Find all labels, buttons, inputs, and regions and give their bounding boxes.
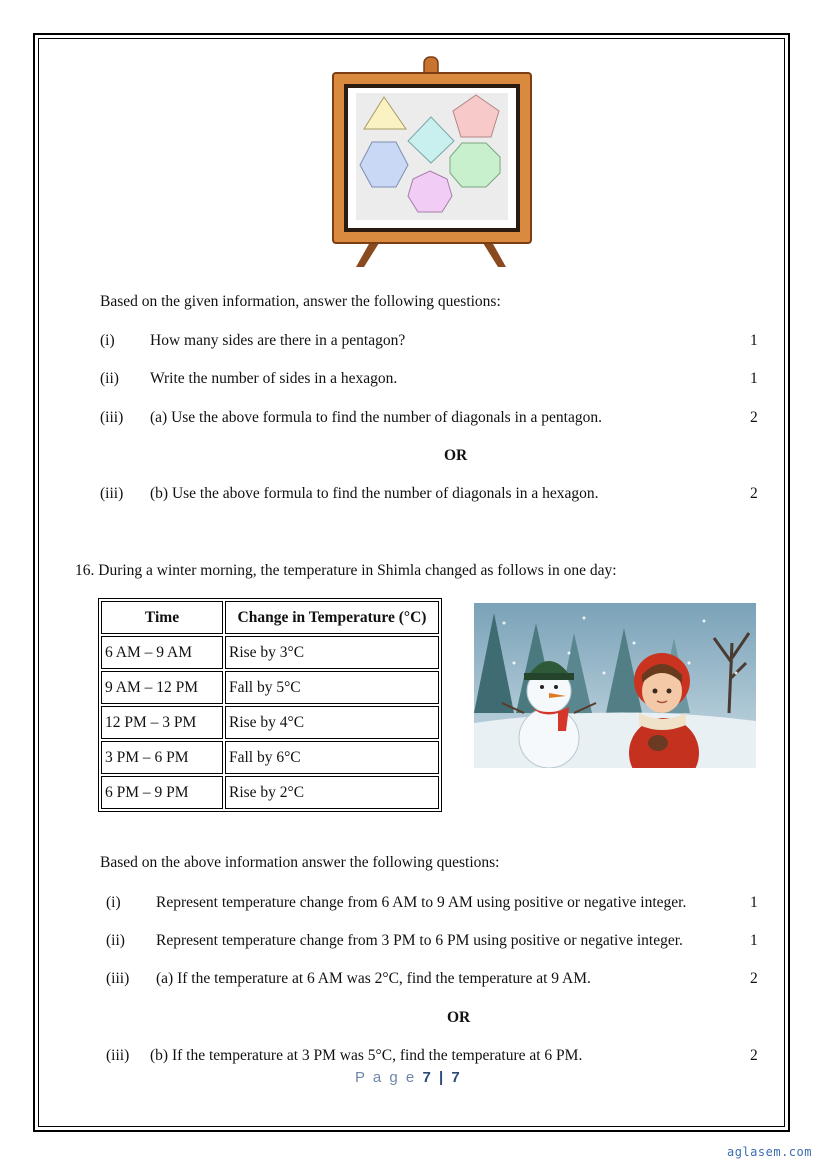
question-number: (ii) — [106, 932, 125, 949]
question-16-text: 16. During a winter morning, the temperature in Shimla changed as follows in one day: — [75, 562, 617, 579]
question-number: (iii) — [106, 970, 130, 987]
table-cell-time: 9 AM – 12 PM — [101, 671, 223, 704]
question-number: (ii) — [100, 370, 119, 387]
question-marks: 1 — [750, 370, 758, 387]
footer-separator: | — [438, 1069, 446, 1086]
table-cell-time: 6 PM – 9 PM — [101, 776, 223, 809]
footer-page-number: 7 — [422, 1069, 433, 1086]
table-cell-time: 12 PM – 3 PM — [101, 706, 223, 739]
winter-snowman-girl-illustration — [474, 603, 756, 768]
easel-shapes-illustration — [326, 55, 546, 270]
question-marks: 2 — [750, 970, 758, 987]
or-label: OR — [444, 447, 468, 464]
section-a-intro: Based on the given information, answer the following questions: — [100, 293, 501, 310]
table-header-row — [101, 601, 439, 634]
question-text: (b) Use the above formula to find the number of diagonals in a hexagon. — [150, 485, 599, 502]
question-number: (i) — [100, 332, 115, 349]
question-marks: 2 — [750, 485, 758, 502]
question-marks: 1 — [750, 932, 758, 949]
question-text: Write the number of sides in a hexagon. — [150, 370, 398, 387]
question-text: (a) If the temperature at 6 AM was 2°C, find the temperature at 9 AM. — [156, 970, 591, 987]
question-number: (iii) — [106, 1047, 130, 1064]
question-text: (b) If the temperature at 3 PM was 5°C, find the temperature at 6 PM. — [150, 1047, 583, 1064]
table-row — [101, 671, 439, 704]
question-marks: 1 — [750, 894, 758, 911]
page-footer — [355, 1069, 462, 1086]
table-row — [101, 776, 439, 809]
question-text: (a) Use the above formula to find the number of diagonals in a pentagon. — [150, 409, 602, 426]
q16-intro: Based on the above information answer the following questions: — [100, 854, 500, 871]
table-cell-change: Rise by 4°C — [225, 706, 439, 739]
question-text: Represent temperature change from 3 PM to 6 PM using positive or negative integer. — [156, 932, 683, 949]
table-cell-change: Fall by 5°C — [225, 671, 439, 704]
table-row — [101, 706, 439, 739]
table-row — [101, 636, 439, 669]
question-text: Represent temperature change from 6 AM to 9 AM using positive or negative integer. — [156, 894, 687, 911]
table-header-time: Time — [101, 601, 223, 634]
footer-page-prefix: P a g e — [355, 1069, 417, 1086]
table-cell-time: 6 AM – 9 AM — [101, 636, 223, 669]
question-marks: 1 — [750, 332, 758, 349]
table-cell-change: Fall by 6°C — [225, 741, 439, 774]
table-header-change: Change in Temperature (°C) — [225, 601, 439, 634]
watermark-link[interactable]: aglasem.com — [727, 1145, 812, 1159]
question-marks: 2 — [750, 1047, 758, 1064]
question-marks: 2 — [750, 409, 758, 426]
question-number: (iii) — [100, 409, 124, 426]
octagon-icon — [450, 143, 500, 187]
table-cell-change: Rise by 3°C — [225, 636, 439, 669]
table-cell-time: 3 PM – 6 PM — [101, 741, 223, 774]
question-number: (i) — [106, 894, 121, 911]
table-cell-change: Rise by 2°C — [225, 776, 439, 809]
question-text: How many sides are there in a pentagon? — [150, 332, 406, 349]
temperature-table — [98, 598, 442, 812]
table-row — [101, 741, 439, 774]
or-label: OR — [447, 1009, 471, 1026]
footer-page-total: 7 — [451, 1069, 462, 1086]
question-number: (iii) — [100, 485, 124, 502]
